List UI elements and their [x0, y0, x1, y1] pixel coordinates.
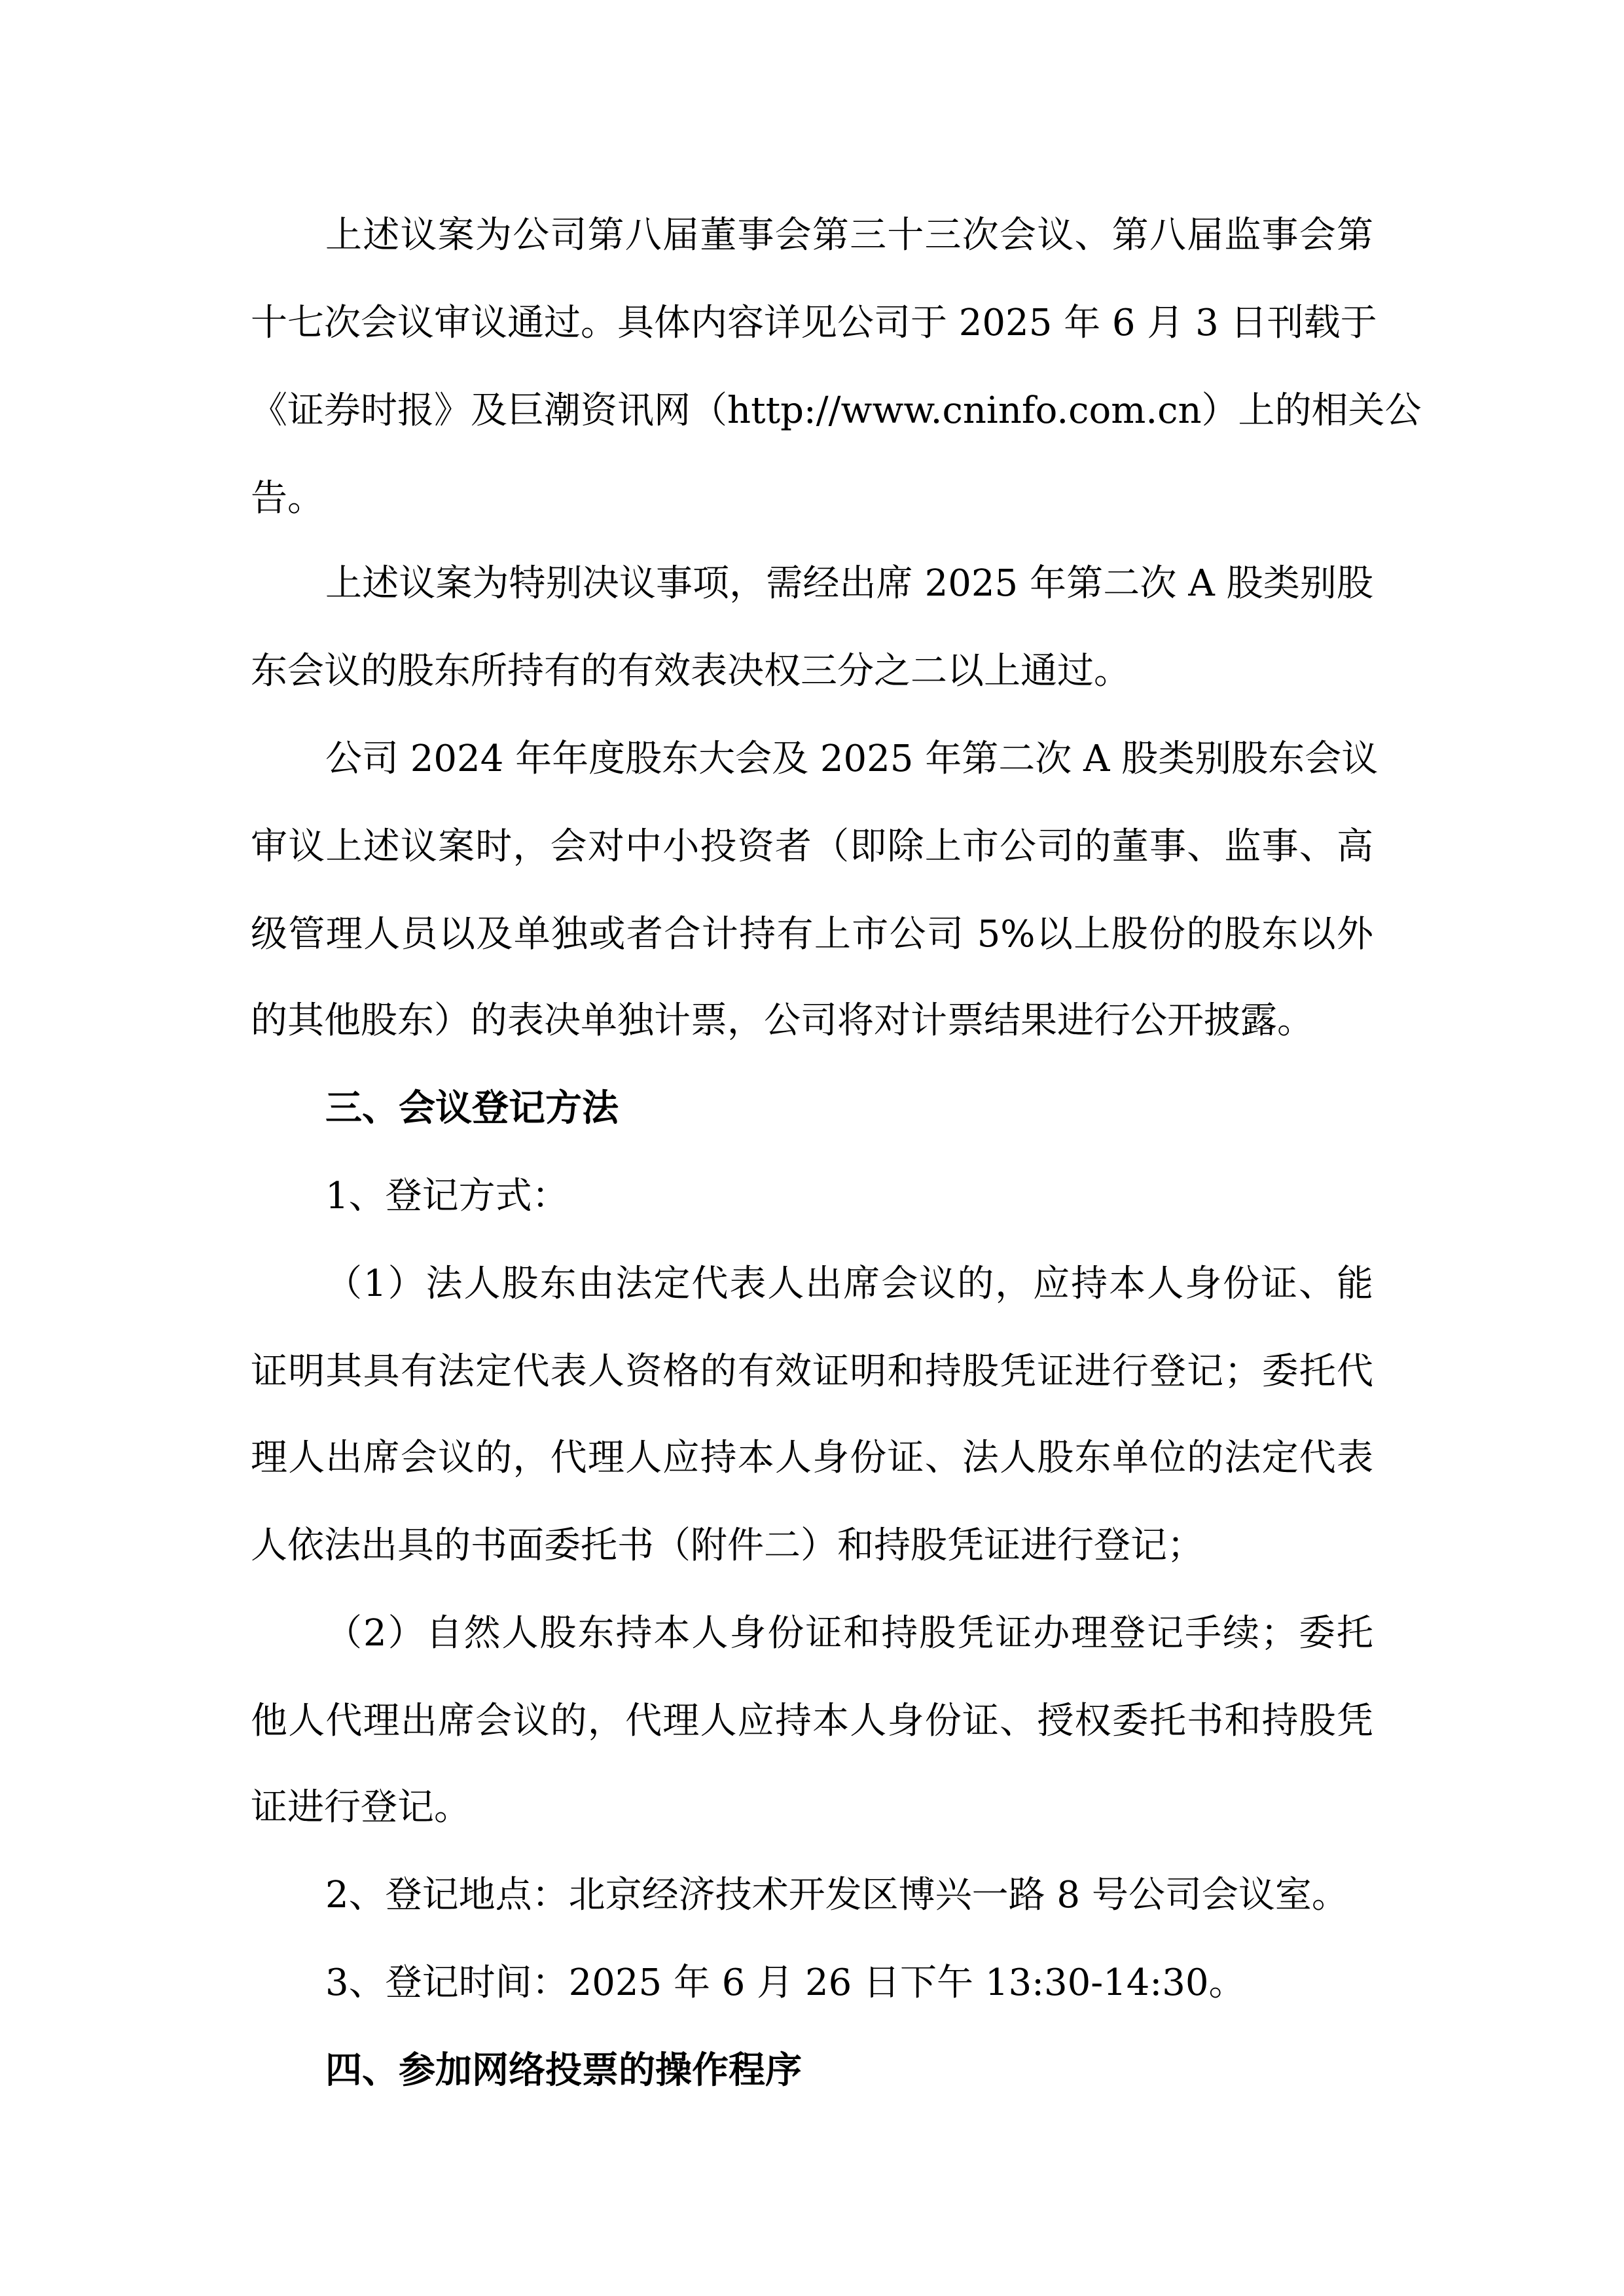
registration-location: 2、登记地点：北京经济技术开发区博兴一路 8 号公司会议室。 [325, 1874, 1348, 1916]
legal-person-line-3: 理人出席会议的，代理人应持本人身份证、法人股东单位的法定代表 [251, 1437, 1373, 1479]
paragraph-3-line-2: 审议上述议案时，会对中小投资者（即除上市公司的董事、监事、高 [251, 825, 1373, 868]
legal-person-line-2: 证明其具有法定代表人资格的有效证明和持股凭证进行登记；委托代 [251, 1350, 1373, 1393]
natural-person-line-1: （2）自然人股东持本人身份证和持股凭证办理登记手续；委托 [325, 1612, 1373, 1655]
natural-person-line-2: 他人代理出席会议的，代理人应持本人身份证、授权委托书和持股凭 [251, 1700, 1373, 1742]
paragraph-1-line-4: 告。 [251, 477, 324, 520]
legal-person-line-4: 人依法出具的书面委托书（附件二）和持股凭证进行登记； [251, 1524, 1204, 1567]
registration-time: 3、登记时间：2025 年 6 月 26 日下午 13:30-14:30。 [325, 1962, 1246, 2004]
section-4-heading: 四、参加网络投票的操作程序 [325, 2049, 802, 2092]
paragraph-3-line-1: 公司 2024 年年度股东大会及 2025 年第二次 A 股类别股东会议 [325, 738, 1379, 780]
paragraph-2-line-1: 上述议案为特别决议事项，需经出席 2025 年第二次 A 股类别股 [325, 562, 1373, 605]
natural-person-line-3: 证进行登记。 [251, 1786, 471, 1829]
paragraph-1-line-2: 十七次会议审议通过。具体内容详见公司于 2025 年 6 月 3 日刊载于 [251, 302, 1377, 344]
paragraph-3-line-3: 级管理人员以及单独或者合计持有上市公司 5%以上股份的股东以外 [251, 913, 1373, 956]
paragraph-1-line-3: 《证券时报》及巨潮资讯网（http://www.cninfo.com.cn）上的相关公 [251, 389, 1422, 432]
legal-person-line-1: （1）法人股东由法定代表人出席会议的，应持本人身份证、能 [325, 1263, 1373, 1305]
section-3-heading: 三、会议登记方法 [325, 1087, 619, 1130]
paragraph-1-line-1: 上述议案为公司第八届董事会第三十三次会议、第八届监事会第 [325, 214, 1373, 257]
paragraph-2-line-2: 东会议的股东所持有的有效表决权三分之二以上通过。 [251, 650, 1130, 692]
registration-method-title: 1、登记方式： [325, 1175, 569, 1217]
paragraph-3-line-4: 的其他股东）的表决单独计票，公司将对计票结果进行公开披露。 [251, 999, 1314, 1042]
